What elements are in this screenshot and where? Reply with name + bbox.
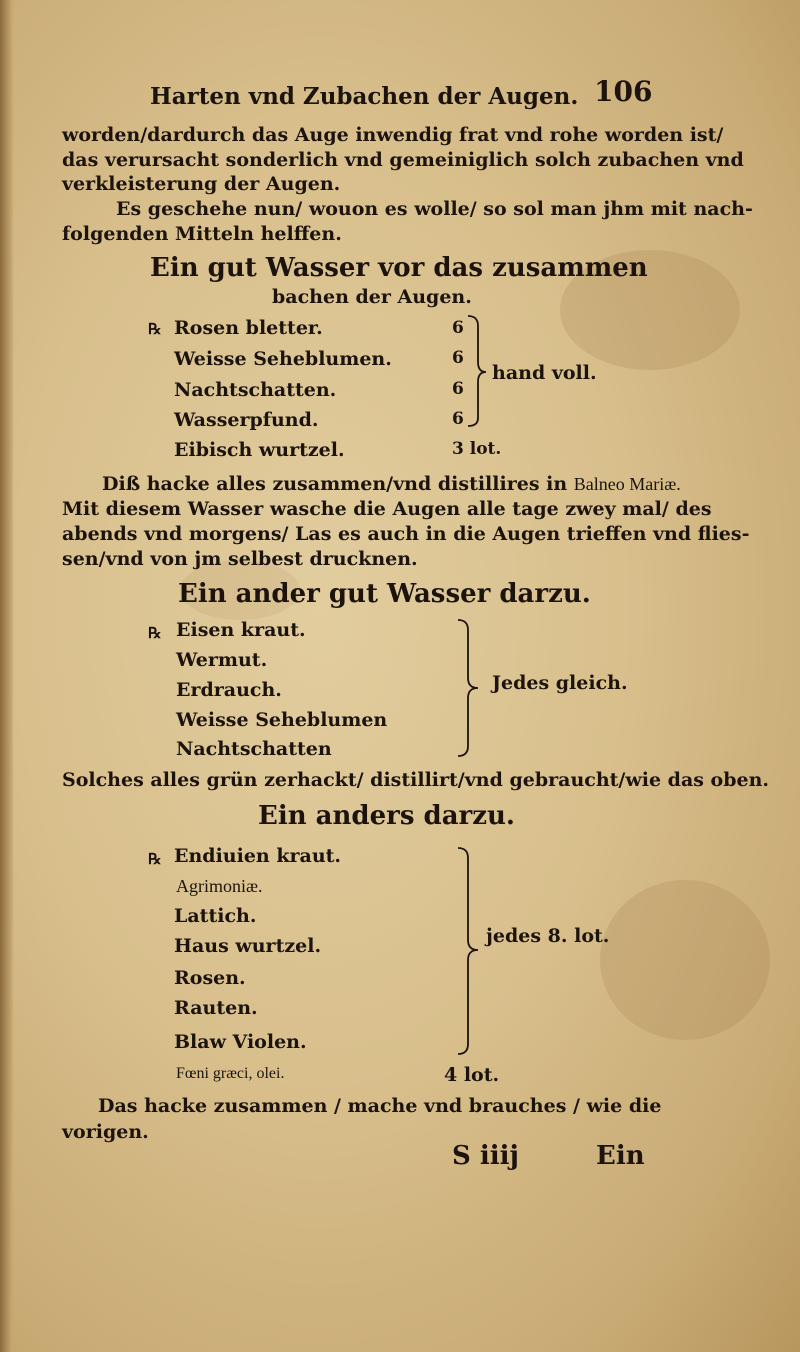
recipe-title: Ein anders darzu. xyxy=(258,801,515,831)
recipe-title-continued: bachen der Augen. xyxy=(272,286,472,308)
instruction-text: Diß hacke alles zusammen/vnd distillires in xyxy=(102,473,568,495)
ingredient: Agrimoniæ. xyxy=(176,876,263,896)
ingredient: Nachtschatten xyxy=(176,738,332,760)
ingredient: Erdrauch. xyxy=(176,679,282,701)
folio-number: 106 xyxy=(594,75,653,108)
ingredient: Eisen kraut. xyxy=(176,619,306,641)
intro-line: Es geschehe nun/ wouon es wolle/ so sol man jhm mit nach- xyxy=(116,198,753,220)
latin-term: Balneo Mariæ. xyxy=(573,474,681,494)
ingredient-quantity: 6 xyxy=(452,348,464,368)
ingredient: Endiuien kraut. xyxy=(174,845,342,867)
ingredient: Rosen bletter. xyxy=(174,317,323,339)
ingredient-quantity: 6 xyxy=(452,318,464,338)
intro-line: worden/dardurch das Auge inwendig frat vnd rohe worden ist/ xyxy=(62,124,724,146)
brace-note: Jedes gleich. xyxy=(492,672,628,694)
brace-note: hand voll. xyxy=(492,362,597,384)
running-title: Harten vnd Zubachen der Augen. xyxy=(150,83,579,110)
catchword: Ein xyxy=(596,1141,645,1171)
ingredient: Wasserpfund. xyxy=(174,409,319,431)
instruction-line: sen/vnd von jm selbest drucknen. xyxy=(62,548,418,570)
instruction-line: Das hacke zusammen / mache vnd brauches / wie die xyxy=(98,1095,662,1117)
recipe-symbol: ℞ xyxy=(148,320,162,338)
recipe-symbol: ℞ xyxy=(148,624,162,642)
ingredient: Rauten. xyxy=(174,997,258,1019)
brace-note: jedes 8. lot. xyxy=(486,925,610,947)
recipe-title: Ein ander gut Wasser darzu. xyxy=(178,579,591,609)
ingredient-quantity: 4 lot. xyxy=(444,1064,500,1086)
ingredient: Blaw Violen. xyxy=(174,1031,307,1053)
ingredient-quantity: 6 xyxy=(452,379,464,399)
instruction-line: abends vnd morgens/ Las es auch in die Augen trieffen vnd flies- xyxy=(62,523,750,545)
page-edge-shadow xyxy=(0,0,14,1352)
instruction-line: Mit diesem Wasser wasche die Augen alle tage zwey mal/ des xyxy=(62,498,712,520)
ingredient: Wermut. xyxy=(176,649,268,671)
grouping-brace xyxy=(456,618,486,758)
ingredient: Fœni græci, olei. xyxy=(176,1065,285,1082)
paper-stain xyxy=(600,880,770,1040)
ingredient: Weisse Seheblumen. xyxy=(174,348,392,370)
recipe-title: Ein gut Wasser vor das zusammen xyxy=(150,253,648,283)
grouping-brace xyxy=(456,846,486,1056)
intro-line: verkleisterung der Augen. xyxy=(62,173,341,195)
instruction-line xyxy=(102,472,681,496)
intro-line: das verursacht sonderlich vnd gemeiniglich solch zubachen vnd xyxy=(62,149,744,171)
ingredient-quantity: 6 xyxy=(452,409,464,429)
instruction-line: Solches alles grün zerhackt/ distillirt/vnd gebraucht/wie das oben. xyxy=(62,769,770,791)
ingredient: Eibisch wurtzel. xyxy=(174,439,345,461)
instruction-line: vorigen. xyxy=(62,1121,149,1143)
recipe-symbol: ℞ xyxy=(148,850,162,868)
ingredient: Haus wurtzel. xyxy=(174,935,322,957)
grouping-brace xyxy=(466,314,490,428)
ingredient: Lattich. xyxy=(174,905,257,927)
ingredient: Nachtschatten. xyxy=(174,379,337,401)
ingredient-quantity: 3 lot. xyxy=(452,439,502,459)
intro-line: folgenden Mitteln helffen. xyxy=(62,223,342,245)
signature-mark: S iiij xyxy=(452,1141,519,1171)
ingredient: Rosen. xyxy=(174,967,246,989)
ingredient: Weisse Seheblumen xyxy=(176,709,388,731)
